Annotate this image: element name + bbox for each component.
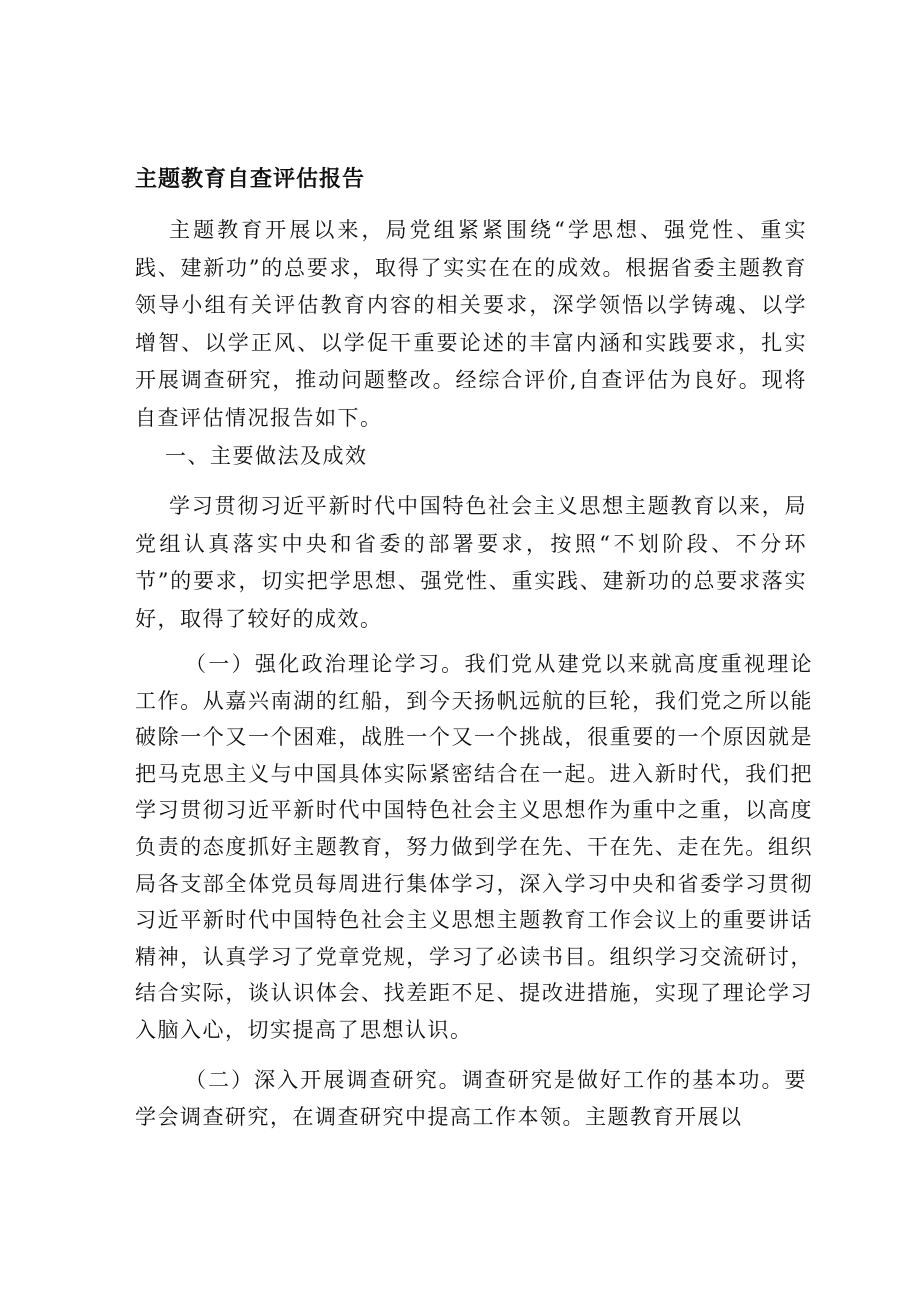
item-one-paragraph: （一）强化政治理论学习。我们党从建党以来就高度重视理论工作。从嘉兴南湖的红船，到今天扬帆远航的巨轮，我们党之所以能破除一个又一个困难，战胜一个又一个挑战，很重要的一个原因就是把马克思主义与中国具体实际紧密结合在一起。进入新时代，我们把学习贯彻习近平新时代中国特色社会主义思想作为重中之重，以高度负责的态度抓好主题教育，努力做到学在先、干在先、走在先。组织局各支部全体党员每周进行集体学习，深入学习中央和省委学习贯彻习近平新时代中国特色社会主义思想主题教育工作会议上的重要讲话精神，认真学习了党章党规，学习了必读书目。组织学习交流研讨，结合实际，谈认识体会、找差距不足、提改进措施，实现了理论学习入脑入心，切实提高了思想认识。 bbox=[135, 652, 813, 1042]
section-heading: 一、主要做法及成效 bbox=[165, 444, 368, 468]
section-intro-paragraph: 学习贯彻习近平新时代中国特色社会主义思想主题教育以来，局党组认真落实中央和省委的部署要求，按照“不划阶段、不分环节”的要求，切实把学思想、强党性、重实践、建新功的总要求落实好，取得了较好的成效。 bbox=[135, 494, 807, 631]
item-two-paragraph: （二）深入开展调查研究。调查研究是做好工作的基本功。要学会调查研究，在调查研究中提高工作本领。主题教育开展以 bbox=[135, 1068, 807, 1129]
document-title: 主题教育自查评估报告 bbox=[135, 167, 366, 192]
intro-paragraph: 主题教育开展以来，局党组紧紧围绕“学思想、强党性、重实践、建新功”的总要求，取得了实实在在的成效。根据省委主题教育领导小组有关评估教育内容的相关要求，深学领悟以学铸魂、以学增智、以学正风、以学促干重要论述的丰富内涵和实践要求，扎实开展调查研究，推动问题整改。经综合评价,自查评估为良好。现将自查评估情况报告如下。 bbox=[135, 218, 807, 430]
